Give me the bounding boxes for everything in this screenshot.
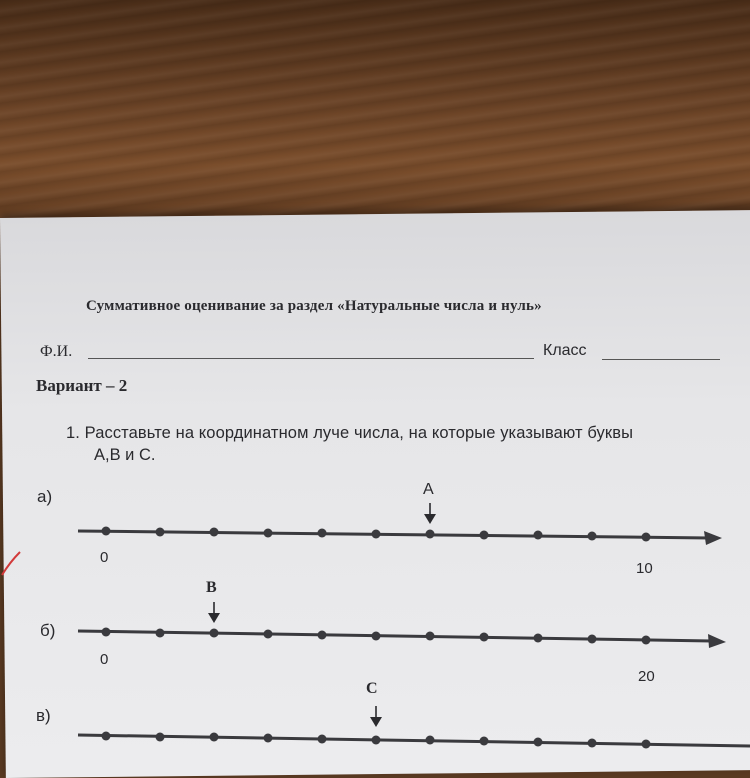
ray-b-tick <box>102 628 111 637</box>
ray-c-tick <box>642 740 651 749</box>
ray-b-tick <box>210 629 219 638</box>
class-label: Класс <box>543 342 587 359</box>
ray-c-tick <box>534 738 543 747</box>
point-c-label: С <box>366 680 378 697</box>
ray-b-tick <box>318 631 327 640</box>
ray-a-tick <box>264 529 273 538</box>
question-1-text: 1. Расставьте на координатном луче числа, на которые указывают буквы <box>66 424 634 442</box>
ray-c-tick <box>210 733 219 742</box>
red-pen-mark <box>2 552 20 575</box>
ray-c-tick <box>264 734 273 743</box>
ray-a-tick <box>534 531 543 540</box>
ray-a-tick <box>588 532 597 541</box>
ray-a-tick <box>318 529 327 538</box>
ray-b-tick <box>588 635 597 644</box>
ray-a-tick <box>642 533 651 542</box>
ray-a-tick <box>156 528 165 537</box>
ray-a-tick <box>372 530 381 539</box>
fio-label: Ф.И. <box>40 343 73 360</box>
ray-c-tick <box>102 732 111 741</box>
ray-a-tick <box>102 527 111 536</box>
ray-b-start-number: 0 <box>100 651 109 668</box>
ray-a-tick <box>480 531 489 540</box>
part-a-label: а) <box>37 487 53 506</box>
part-c-label: в) <box>36 706 51 725</box>
coordinate-ray-c <box>78 706 750 749</box>
ray-c-tick <box>318 735 327 744</box>
ray-a-end-number: 10 <box>636 560 653 577</box>
ray-b-tick <box>534 634 543 643</box>
ray-b-tick <box>372 632 381 641</box>
ray-a-start-number: 0 <box>100 549 109 566</box>
ray-a-arrowhead <box>704 531 722 545</box>
ray-c-tick <box>588 739 597 748</box>
question-1-text-cont: А,В и С. <box>94 446 156 464</box>
ray-c-tick <box>480 737 489 746</box>
variant-heading: Вариант – 2 <box>36 376 128 395</box>
ray-a-tick <box>210 528 219 537</box>
coordinate-ray-b <box>78 602 726 648</box>
ray-b-end-number: 20 <box>638 668 655 685</box>
ray-c-tick <box>426 736 435 745</box>
ray-b-arrowhead <box>708 634 726 648</box>
worksheet-title: Суммативное оценивание за раздел «Натуральные числа и нуль» <box>86 298 542 314</box>
point-b-label: В <box>206 579 217 596</box>
ray-a-tick <box>426 530 435 539</box>
ray-b-tick <box>642 636 651 645</box>
ray-b-tick <box>426 632 435 641</box>
coordinate-ray-a <box>78 503 722 545</box>
point-c-arrow-icon <box>370 706 382 727</box>
point-b-arrow-icon <box>208 602 220 623</box>
ray-c-tick <box>372 736 381 745</box>
ray-c-tick <box>156 733 165 742</box>
ray-b-tick <box>156 629 165 638</box>
ray-b-tick <box>480 633 489 642</box>
ray-b-tick <box>264 630 273 639</box>
point-a-label: А <box>423 481 434 498</box>
part-b-label: б) <box>40 621 56 640</box>
point-a-arrow-icon <box>424 503 436 524</box>
